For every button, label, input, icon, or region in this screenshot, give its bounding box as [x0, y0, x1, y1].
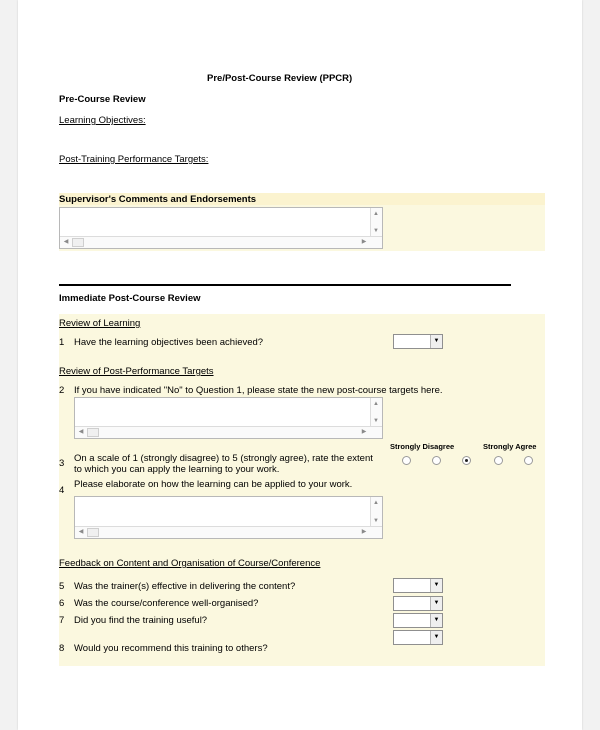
vertical-scrollbar[interactable] — [370, 497, 382, 526]
q1-dropdown[interactable] — [393, 334, 443, 349]
vertical-scrollbar[interactable] — [370, 398, 382, 426]
q8-text: Would you recommend this training to others? — [74, 643, 268, 654]
q3-text-line2: to which you can apply the learning to your work. — [74, 464, 280, 475]
horizontal-scrollbar[interactable] — [60, 236, 382, 248]
q7-dropdown[interactable] — [393, 613, 443, 628]
scale-low-label: Strongly Disagree — [390, 442, 455, 451]
q3-text-line1: On a scale of 1 (strongly disagree) to 5 (strongly agree), rate the extent — [74, 453, 373, 464]
supervisor-comments-textarea[interactable] — [59, 207, 383, 249]
scroll-down-icon[interactable]: ▼ — [373, 418, 379, 424]
q5-dropdown[interactable] — [393, 578, 443, 593]
rating-radio-1[interactable] — [402, 456, 411, 465]
q6-dropdown[interactable] — [393, 596, 443, 611]
chevron-down-icon[interactable]: ▼ — [430, 597, 442, 610]
document-page — [18, 0, 582, 730]
scroll-right-icon[interactable]: ▶ — [361, 529, 367, 535]
learning-objectives-label: Learning Objectives: — [59, 115, 146, 126]
q7-number: 7 — [59, 615, 65, 626]
scroll-thumb[interactable] — [72, 238, 84, 247]
horizontal-scrollbar[interactable] — [75, 526, 382, 538]
q7-text: Did you find the training useful? — [74, 615, 208, 626]
horizontal-scrollbar[interactable] — [75, 426, 382, 438]
scroll-up-icon[interactable]: ▲ — [373, 211, 379, 217]
scroll-left-icon[interactable]: ◀ — [78, 429, 84, 435]
chevron-down-icon[interactable]: ▼ — [430, 614, 442, 627]
q5-text: Was the trainer(s) effective in delivering the content? — [74, 581, 296, 592]
q6-text: Was the course/conference well-organised? — [74, 598, 259, 609]
scroll-up-icon[interactable]: ▲ — [373, 401, 379, 407]
pre-course-heading: Pre-Course Review — [59, 94, 146, 105]
q1-number: 1 — [59, 337, 65, 348]
scroll-up-icon[interactable]: ▲ — [373, 500, 379, 506]
q2-textarea[interactable] — [74, 397, 383, 439]
q2-text: If you have indicated "No" to Question 1, please state the new post-course targets here. — [74, 385, 443, 396]
q4-text: Please elaborate on how the learning can be applied to your work. — [74, 479, 353, 490]
scroll-right-icon[interactable]: ▶ — [361, 429, 367, 435]
q5-number: 5 — [59, 581, 65, 592]
scroll-thumb[interactable] — [87, 428, 99, 437]
scroll-right-icon[interactable]: ▶ — [361, 239, 367, 245]
chevron-down-icon[interactable]: ▼ — [430, 335, 442, 348]
q4-number: 4 — [59, 485, 65, 496]
performance-targets-label: Post-Training Performance Targets: — [59, 154, 209, 165]
review-learning-label: Review of Learning — [59, 318, 141, 329]
chevron-down-icon[interactable]: ▼ — [430, 631, 442, 644]
review-targets-label: Review of Post-Performance Targets — [59, 366, 214, 377]
rating-radio-5[interactable] — [524, 456, 533, 465]
q8-number: 8 — [59, 643, 65, 654]
post-course-heading: Immediate Post-Course Review — [59, 293, 201, 304]
q1-text: Have the learning objectives been achieved? — [74, 337, 264, 348]
scroll-left-icon[interactable]: ◀ — [63, 239, 69, 245]
page-title: Pre/Post-Course Review (PPCR) — [207, 73, 353, 84]
q6-number: 6 — [59, 598, 65, 609]
section-divider — [59, 284, 511, 286]
rating-radio-4[interactable] — [494, 456, 503, 465]
scroll-left-icon[interactable]: ◀ — [78, 529, 84, 535]
scroll-down-icon[interactable]: ▼ — [373, 228, 379, 234]
q2-number: 2 — [59, 385, 65, 396]
q4-textarea[interactable] — [74, 496, 383, 539]
q8-dropdown[interactable] — [393, 630, 443, 645]
scroll-down-icon[interactable]: ▼ — [373, 518, 379, 524]
scroll-thumb[interactable] — [87, 528, 99, 537]
scale-high-label: Strongly Agree — [483, 442, 537, 451]
rating-radio-2[interactable] — [432, 456, 441, 465]
q3-number: 3 — [59, 458, 65, 469]
vertical-scrollbar[interactable] — [370, 208, 382, 236]
rating-radio-3[interactable] — [462, 456, 471, 465]
feedback-heading: Feedback on Content and Organisation of Course/Conference — [59, 558, 321, 569]
supervisor-heading: Supervisor's Comments and Endorsements — [59, 194, 257, 205]
chevron-down-icon[interactable]: ▼ — [430, 579, 442, 592]
